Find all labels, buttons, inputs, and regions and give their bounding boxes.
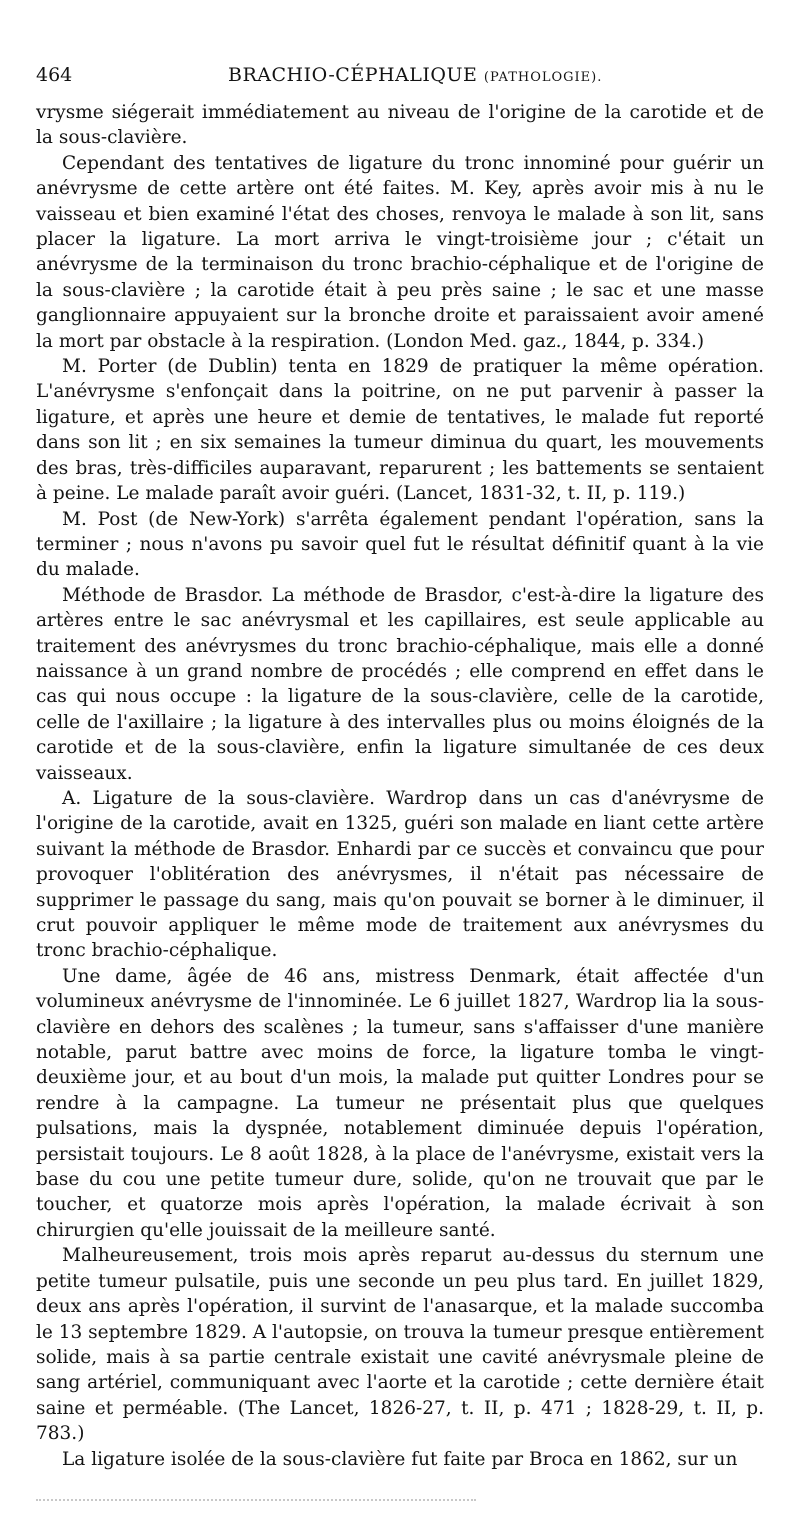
paragraph: Cependant des tentatives de ligature du tronc innominé pour guérir un anévrysme de cette artère ont été faites. M. Key, après avoir mis à nu le vaisseau et bien examiné l'état des choses, renvoya le malade à son lit, sans placer la ligature. La mort arriva le vingt-troisième jour ; c'était un anévrysme de la terminaison du tronc brachio-céphalique et de l'origine de la sous-clavière ; la carotide était à peu près saine ; le sac et une masse ganglionnaire appuyaient sur la bronche droite et paraissaient avoir amené la mort par obstacle à la respiration. (London Med. gaz., 1844, p. 334.) <box>36 152 764 352</box>
paragraph: Malheureusement, trois mois après reparut au-dessus du sternum une petite tumeur pulsatile, puis une seconde un peu plus tard. En juillet 1829, deux ans après l'opération, il survint de l'anasarque, et la malade succomba le 13 septembre 1829. A l'autopsie, on trouva la tumeur presque entièrement solide, mais à sa partie centrale existait une cavité anévrysmale pleine de sang artériel, communiquant avec l'aorte et la carotide ; cette dernière était saine et perméable. (The Lancet, 1826-27, t. II, p. 471 ; 1828-29, t. II, p. 783.) <box>36 1245 764 1445</box>
running-title-main: BRACHIO-CÉPHALIQUE <box>228 64 478 86</box>
paragraph: M. Porter (de Dublin) tenta en 1829 de pratiquer la même opération. L'anévrysme s'enfonçait dans la poitrine, on ne put parvenir à passer la ligature, et après une heure et demie de tentatives, le malade fut reporté dans son lit ; en six semaines la tumeur diminua du quart, les mouvements des bras, très-difficiles auparavant, reparurent ; les battements se sentaient à peine. Le malade paraît avoir guéri. (Lancet, 1831-32, t. II, p. 119.) <box>36 356 764 505</box>
page-number: 464 <box>36 64 73 86</box>
page-body <box>36 100 764 1472</box>
paragraph: La ligature isolée de la sous-clavière fut faite par Broca en 1862, sur un <box>62 1448 738 1470</box>
paragraph: Une dame, âgée de 46 ans, mistress Denmark, était affectée d'un volumineux anévrysme de l'innominée. Le 6 juillet 1827, Wardrop lia la sous-clavière en dehors des scalènes ; la tumeur, sans s'affaisser d'une manière notable, parut battre avec moins de force, la ligature tomba le vingt-deuxième jour, et au bout d'un mois, la malade put quitter Londres pour se rendre à la campagne. La tumeur ne présentait plus que quelques pulsations, mais la dyspnée, notablement diminuée depuis l'opération, persistait toujours. Le 8 août 1828, à la place de l'anévrysme, existait vers la base du cou une petite tumeur dure, solide, qu'on ne trouvait que par le toucher, et quatorze mois après l'opération, la malade écrivait à son chirurgien qu'elle jouissait de la meilleure santé. <box>36 965 764 1241</box>
running-title <box>228 62 602 91</box>
paragraph: M. Post (de New-York) s'arrêta également pendant l'opération, sans la terminer ; nous n'avons pu savoir quel fut le résultat définitif quant à la vie du malade. <box>36 508 764 581</box>
paragraph-continuation: vrysme siégerait immédiatement au niveau de l'origine de la carotide et de la sous-clavière. <box>36 102 764 149</box>
footer-dotted-line <box>36 1499 476 1501</box>
paragraph: Méthode de Brasdor. La méthode de Brasdor, c'est-à-dire la ligature des artères entre le sac anévrysmal et les capillaires, est seule applicable au traitement des anévrysmes du tronc brachio-céphalique, mais elle a donné naissance à un grand nombre de procédés ; elle comprend en effet dans le cas qui nous occupe : la ligature de la sous-clavière, celle de la carotide, celle de l'axillaire ; la ligature à des intervalles plus ou moins éloignés de la carotide et de la sous-clavière, enfin la ligature simultanée de ces deux vaisseaux. <box>36 584 764 784</box>
running-title-subtitle: (PATHOLOGIE). <box>483 70 603 85</box>
paragraph: A. Ligature de la sous-clavière. Wardrop dans un cas d'anévrysme de l'origine de la carotide, avait en 1325, guéri son malade en liant cette artère suivant la méthode de Brasdor. Enhardi par ce succès et convaincu que pour provoquer l'oblitération des anévrysmes, il n'était pas nécessaire de supprimer le passage du sang, mais qu'on pouvait se borner à le diminuer, il crut pouvoir appliquer le même mode de traitement aux anévrysmes du tronc brachio-céphalique. <box>36 787 764 962</box>
page-footer-rule <box>36 1496 476 1502</box>
running-header <box>36 62 766 88</box>
